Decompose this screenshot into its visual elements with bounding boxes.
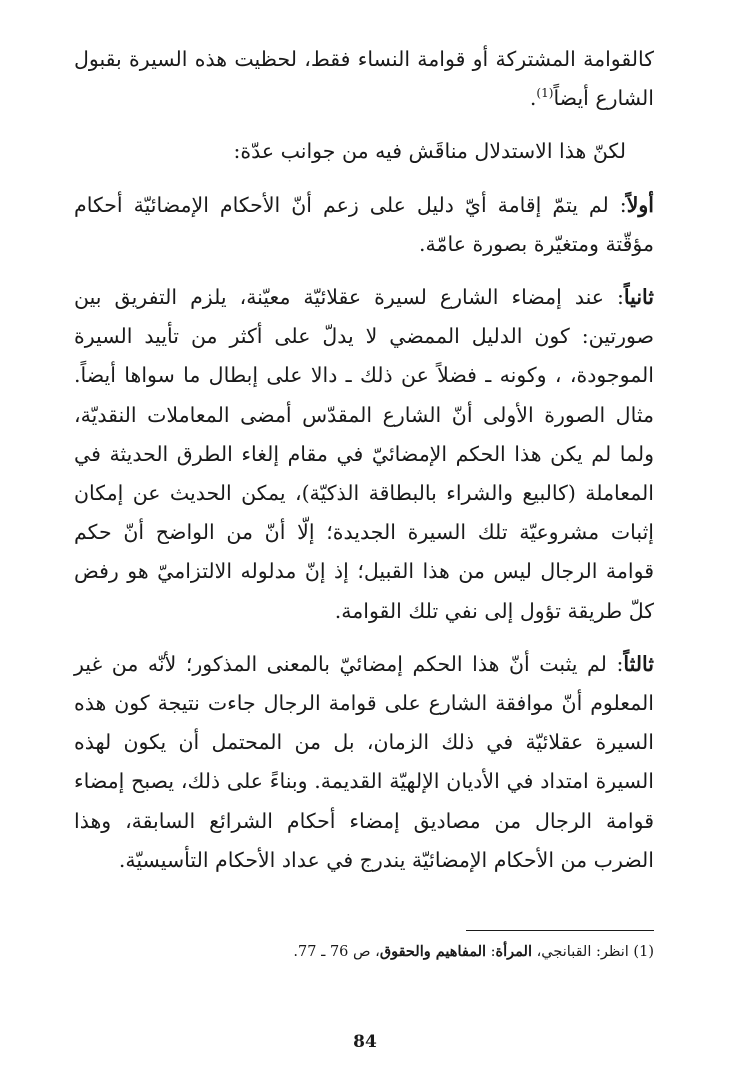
first-point-text: : لم يتمّ إقامة أيّ دليل على زعم أنّ الأحكام الإمضائيّة أحكام مؤقّتة ومتغيّرة بصورة عامّة. — [74, 192, 654, 256]
third-point-heading: ثالثاً — [623, 651, 654, 676]
footnote-reference[interactable]: (1) — [536, 86, 554, 101]
paragraph-third-point — [74, 645, 654, 880]
footnote — [74, 940, 654, 964]
footnote-divider — [466, 930, 654, 931]
footnote-book-title-part-1: المرأة — [495, 943, 532, 960]
paragraph-2: لكنّ هذا الاستدلال مناقَش فيه من جوانب عدّة: — [233, 139, 626, 164]
footnote-suffix: ، ص 76 ـ 77. — [293, 944, 380, 960]
paragraph-second-point — [74, 278, 654, 631]
first-point-heading: أولاً — [626, 192, 654, 217]
paragraph-1-text: كالقوامة المشتركة أو قوامة النساء فقط، لحظيت هذه السيرة بقبول الشارع أيضاً — [74, 47, 654, 111]
third-point-text: : لم يثبت أنّ هذا الحكم إمضائيّ بالمعنى المذكور؛ لأنّه من غير المعلوم أنّ موافقة الشارع على قوامة الرجال جاءت نتيجة كون هذه السيرة عقلائيّة في ذلك الزمان، بل من المحتمل أن يكون لهذه السيرة امتداد في الأديان الإلهيّة القديمة. وبناءً على ذلك، يصبح إمضاء قوامة الرجال من مصاديق إمضاء أحكام الشرائع السابقة، وهذا الضرب من الأحكام الإمضائيّة يندرج في عداد الأحكام التأسيسيّة. — [74, 651, 654, 872]
footnote-marker: (1) — [633, 944, 654, 960]
page-number: 84 — [353, 1032, 377, 1052]
paragraph-1-tail: . — [529, 86, 537, 111]
second-point-heading: ثانياً — [623, 285, 654, 310]
footnote-book-title-part-2: المفاهيم والحقوق — [379, 943, 487, 960]
footnote-prefix: انظر: القبانجي، — [532, 944, 629, 960]
footnote-separator: : — [486, 944, 496, 960]
paragraph-first-point — [74, 186, 654, 264]
paragraph-1 — [74, 40, 654, 118]
second-point-text: : عند إمضاء الشارع لسيرة عقلائيّة معيّنة، يلزم التفريق بين صورتين: كون الدليل الممضي لا يدلّ على أكثر من تأييد السيرة الموجودة، ، وكونه ـ فضلاً عن ذلك ـ دالا على إبطال ما سواها أيضاً. مثال الصورة الأولى أنّ الشارع المقدّس أمضى المعاملات النقديّة، ولما لم يكن هذا الحكم الإمضائيّ في مقام إلغاء الطرق الحديثة في المعاملة (كالبيع والشراء بالبطاقة الذكيّة)، يمكن الحديث عن إمكان إثبات مشروعيّة تلك السيرة الجديدة؛ إلّا أنّ من الواضح أنّ حكم قوامة الرجال ليس من هذا القبيل؛ إذ إنّ مدلوله الالتزاميّ هو رفض كلّ طريقة تؤول إلى نفي تلك القوامة. — [74, 285, 654, 623]
